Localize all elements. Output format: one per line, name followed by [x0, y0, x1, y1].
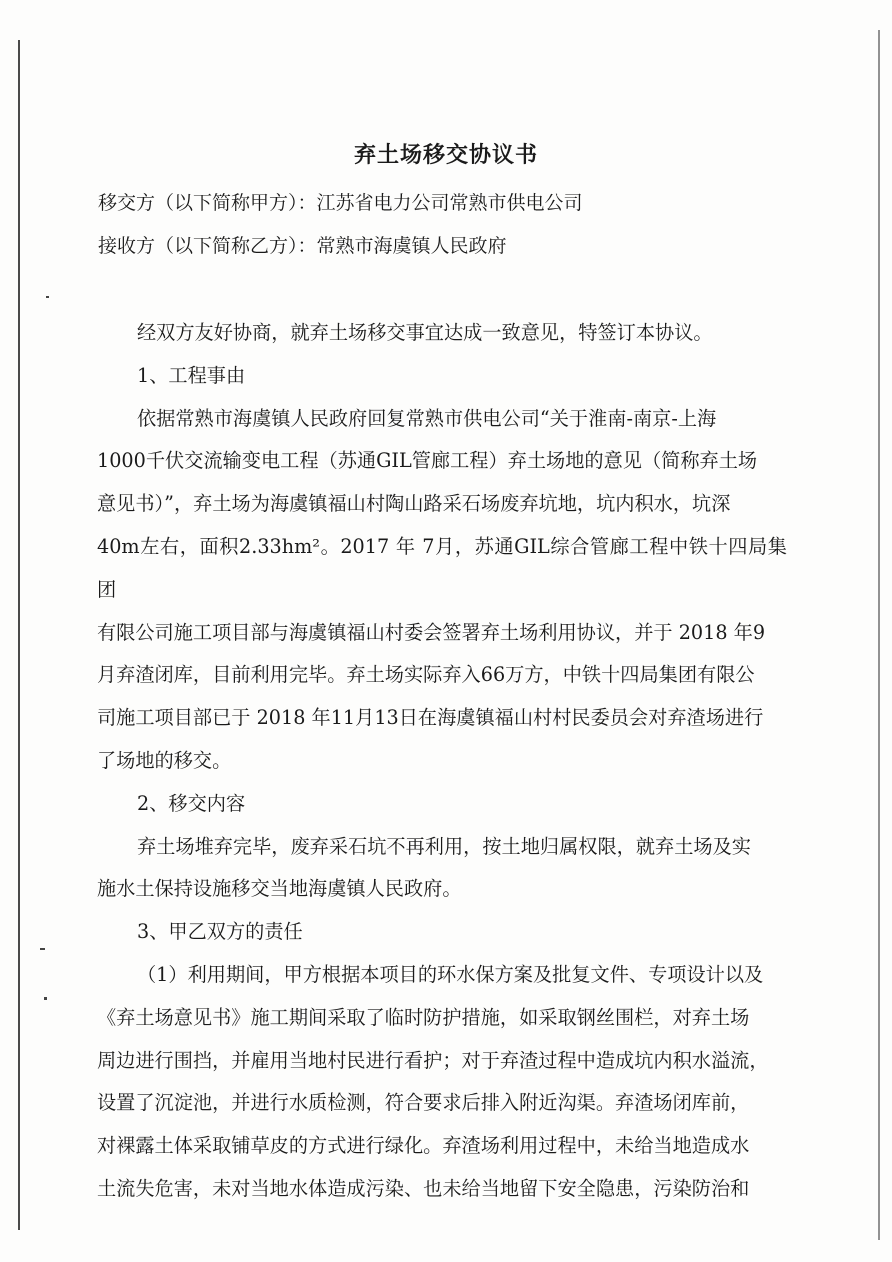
- section-1-line: 月弃渣闭库，目前利用完毕。弃土场实际弃入66万方，中铁十四局集团有限公: [97, 663, 755, 687]
- scan-speck: [40, 948, 45, 950]
- section-3-line: 对裸露土体采取铺草皮的方式进行绿化。弃渣场利用过程中，未给当地造成水: [97, 1134, 750, 1158]
- section-3-line: 土流失危害，未对当地水体造成污染、也未给当地留下安全隐患，污染防治和: [97, 1176, 750, 1200]
- section-3-line: 周边进行围挡，并雇用当地村民进行看护；对于弃渣过程中造成坑内积水溢流，: [97, 1048, 769, 1072]
- scan-speck: [44, 997, 47, 1000]
- section-3-heading: 3、甲乙双方的责任: [137, 920, 303, 944]
- section-1-heading: 1、工程事由: [137, 363, 246, 387]
- section-1-line: 意见书）”，弃土场为海虞镇福山村陶山路采石场废弃坑地，坑内积水，坑深: [97, 492, 731, 516]
- section-1-line: 40m左右，面积2.33hm²。2017 年 7月，苏通GIL综合管廊工程中铁十四局集团: [97, 534, 787, 601]
- section-3-line: 设置了沉淀池，并进行水质检测，符合要求后排入附近沟渠。弃渣场闭库前，: [97, 1091, 750, 1115]
- document-title: 弃土场移交协议书: [353, 142, 538, 168]
- section-2-line: 施水土保持设施移交当地海虞镇人民政府。: [97, 877, 462, 901]
- section-1-line: 了场地的移交。: [97, 748, 232, 772]
- party-a-line: 移交方（以下简称甲方）：江苏省电力公司常熟市供电公司: [98, 192, 583, 214]
- agreement-body: [97, 312, 787, 1211]
- scan-speck: [46, 296, 49, 298]
- section-1-line: 1000千伏交流输变电工程（苏通GIL管廊工程）弃土场地的意见（简称弃土场: [97, 449, 758, 473]
- section-2-heading: 2、移交内容: [137, 791, 246, 815]
- intro-paragraph: 经双方友好协商，就弃土场移交事宜达成一致意见，特签订本协议。: [137, 321, 713, 344]
- scan-edge-right: [878, 30, 880, 1240]
- party-b-line: 接收方（以下简称乙方）：常熟市海虞镇人民政府: [98, 235, 507, 257]
- section-3-line: （1）利用期间，甲方根据本项目的环水保方案及批复文件、专项设计以及: [137, 962, 764, 986]
- scan-edge-left: [18, 40, 20, 1230]
- section-1-line: 司施工项目部已于 2018 年11月13日在海虞镇福山村村民委员会对弃渣场进行: [97, 706, 764, 730]
- section-1-line: 依据常熟市海虞镇人民政府回复常熟市供电公司“关于淮南-南京-上海: [137, 406, 717, 430]
- section-3-line: 《弃土场意见书》施工期间采取了临时防护措施，如采取钢丝围栏，对弃土场: [97, 1005, 750, 1029]
- section-1-line: 有限公司施工项目部与海虞镇福山村委会签署弃土场利用协议，并于 2018 年9: [97, 620, 766, 644]
- section-2-line: 弃土场堆弃完毕，废弃采石坑不再利用，按土地归属权限，就弃土场及实: [137, 834, 751, 858]
